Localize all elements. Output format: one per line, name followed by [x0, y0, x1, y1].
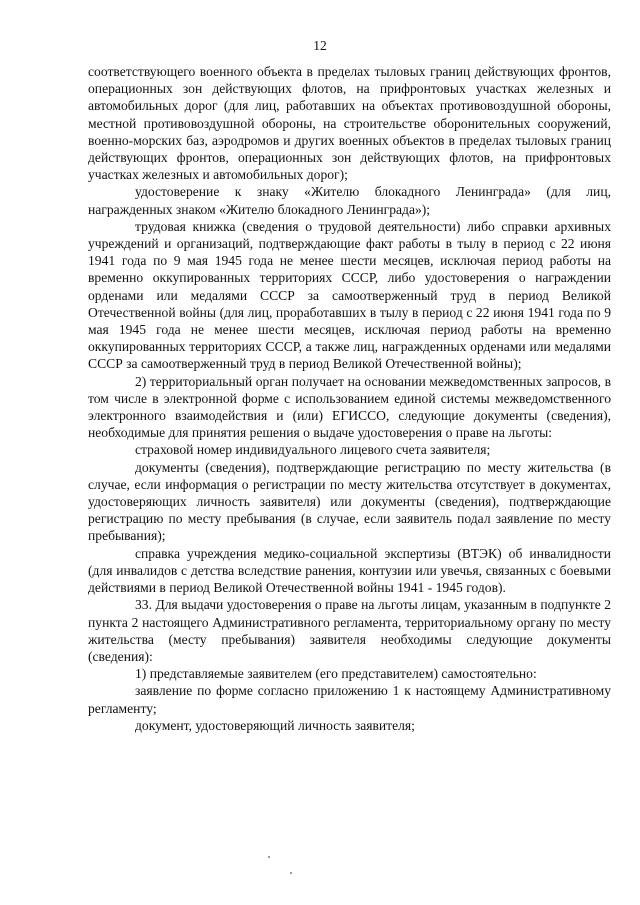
paragraph-self-submitted: 1) представляемые заявителем (его представителем) самостоятельно: [135, 666, 537, 682]
paragraph-section-33: 33. Для выдачи удостоверения о праве на льготы лицам, указанным в подпункте 2 пункта 2 настоящего Административного регламента, территориальному органу по месту жительства (месту пребывания) заявителя необходимы следующие документы (сведения): [88, 597, 611, 664]
paragraph-disability-certificate: справка учреждения медико-социальной экспертизы (ВТЭК) об инвалидности (для инвалидов с детства вследствие ранения, контузии или увечья, связанных с боевыми действиями в период Великой Отечественной войны 1941 - 1945 годов). [88, 545, 611, 596]
page-number: 12 [313, 38, 327, 53]
paragraph-interagency-requests: 2) территориальный орган получает на основании межведомственных запросов, в том числе в электронной форме с использованием единой системы межведомственного электронного взаимодействия и (или) ЕГИССО, следующие документы (сведения), необходимые для принятия решения о выдаче удостоверения о праве на льготы: [88, 373, 611, 441]
paragraph-identity-document: документ, удостоверяющий личность заявителя; [135, 717, 415, 733]
document-body [88, 63, 611, 734]
scan-speck [290, 872, 292, 874]
paragraph-registration-documents: документы (сведения), подтверждающие регистрацию по месту жительства (в случае, если информация о регистрации по месту жительства отсутствует в документах, удостоверяющих личность заявителя) или документы (сведения), подтверждающие регистрацию по месту пребывания (в случае, если заявитель подал заявление по месту пребывания); [88, 459, 611, 544]
paragraph-snils: страховой номер индивидуального лицевого счета заявителя; [135, 442, 491, 458]
paragraph-application-form: заявление по форме согласно приложению 1 к настоящему Административному регламенту; [88, 683, 611, 716]
scan-speck [268, 856, 270, 858]
paragraph-blockade-certificate: удостоверение к знаку «Жителю блокадного Ленинграда» (для лиц, награжденных знаком «Жителю блокадного Ленинграда»); [88, 184, 611, 217]
paragraph-military-objects: соответствующего военного объекта в пределах тыловых границ действующих фронтов, операционных зон действующих флотов, на прифронтовых участках железных и автомобильных дорог (для лиц, работавших на объектах противовоздушной обороны, местной противовоздушной обороны, на строительстве оборонительных сооружений, военно-морских баз, аэродромов и других военных объектов в пределах тыловых границ действующих фронтов, операционных зон действующих флотов, на прифронтовых участках железных и автомобильных дорог); [88, 64, 611, 183]
paragraph-work-record: трудовая книжка (сведения о трудовой деятельности) либо справки архивных учреждений и организаций, подтверждающие факт работы в тылу в период с 22 июня 1941 года по 9 мая 1945 года не менее шести месяцев, исключая период работы на временно оккупированных территориях СССР, либо удостоверения о награждении орденами или медалями СССР за самоотверженный труд в период Великой Отечественной войны (для лиц, проработавших в тылу в период с 22 июня 1941 года по 9 мая 1945 года не менее шести месяцев, исключая период работы на временно оккупированных территориях СССР, а также лиц, награжденных орденами или медалями СССР за самоотверженный труд в период Великой Отечественной войны); [88, 218, 611, 372]
